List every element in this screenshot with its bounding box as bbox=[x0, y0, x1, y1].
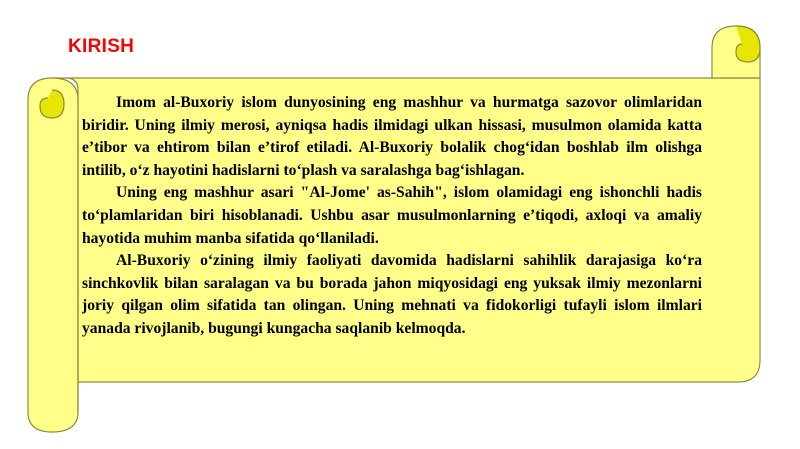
scroll-left-roll bbox=[28, 78, 78, 432]
paragraph-intro: Imom al-Buxoriy islom dunyosining eng mashhur va hurmatga sazovor olimlaridan biridir. Uning ilmiy merosi, ayniqsa hadis ilmidagi ulkan hissasi, musulmon olamida katta e’tibor va ehtirom bilan e’tirof etiladi. Al-Buxoriy bolalik chog‘idan boshlab ilm olishga intilib, o‘z hayotini hadislarni to‘plash va saralashga bag‘ishlagan. bbox=[82, 94, 702, 179]
slide-title: KIRISH bbox=[68, 36, 135, 57]
paragraph-legacy: Al-Buxoriy o‘zining ilmiy faoliyati davomida hadislarni sahihlik darajasiga ko‘ra sinchkovlik bilan saralagan va bu borada jahon miqyosidagi eng yuksak ilmiy mezonlarni joriy qilgan olim sifatida tan olingan. Uning mehnati va fidokorligi tufayli islom ilmlari yanada rivojlanib, bugungi kungacha saqlanib kelmoqda. bbox=[82, 252, 702, 337]
scroll-top-right-curl bbox=[736, 26, 760, 62]
scroll-text-block bbox=[82, 92, 702, 341]
paragraph-main-work: Uning eng mashhur asari "Al-Jome' as-Sahih", islom olamidagi eng ishonchli hadis to‘plamlaridan biri hisoblanadi. Ushbu asar musulmonlarning e’tiqodi, axloqi va amaliy hayotida muhim manba sifatida qo‘llaniladi. bbox=[82, 184, 702, 247]
